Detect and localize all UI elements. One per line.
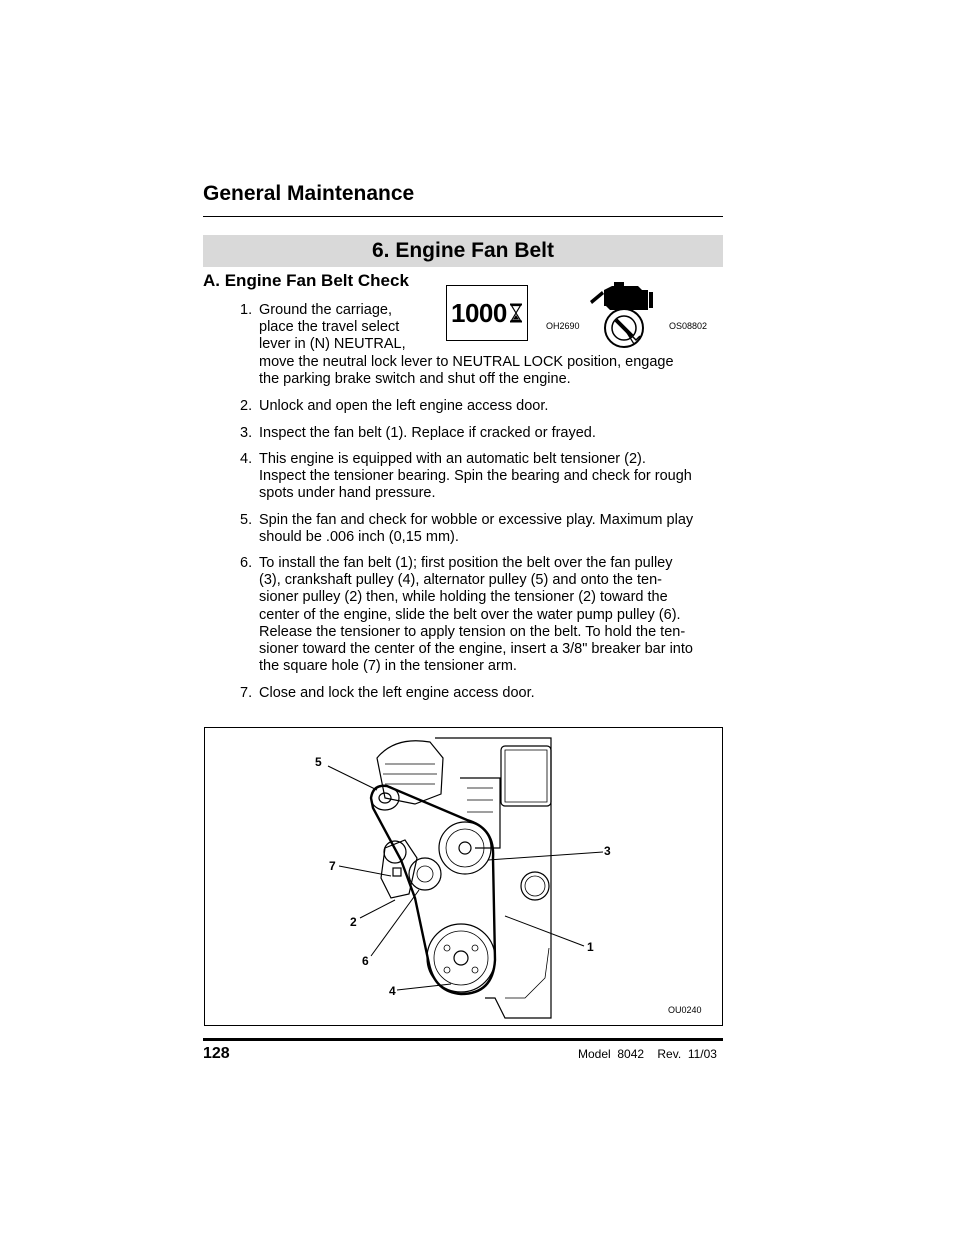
callout-fan-belt: 1 bbox=[587, 940, 594, 954]
step-number: 6. bbox=[240, 555, 253, 571]
callout-alternator-pulley: 5 bbox=[315, 755, 322, 769]
step-number: 4. bbox=[240, 451, 253, 467]
hourglass-icon bbox=[509, 303, 523, 323]
step-line: the parking brake switch and shut off the engine. bbox=[259, 371, 571, 388]
step-line: Inspect the fan belt (1). Replace if cracked or frayed. bbox=[259, 425, 596, 441]
step-number: 5. bbox=[240, 512, 253, 528]
chapter-rule bbox=[203, 216, 723, 217]
engine-key-code: OS08802 bbox=[669, 321, 708, 331]
step-line: center of the engine, slide the belt over the water pump pulley (6). bbox=[259, 606, 681, 623]
step-number: 1. bbox=[240, 302, 253, 318]
step-number: 3. bbox=[240, 425, 253, 441]
hourmeter-value: 1000 bbox=[451, 297, 507, 328]
engine-icon bbox=[590, 282, 653, 310]
step-line: move the neutral lock lever to NEUTRAL LOCK position, engage bbox=[259, 354, 674, 370]
callout-square-hole: 7 bbox=[329, 859, 336, 873]
step-line: spots under hand pressure. bbox=[259, 485, 436, 502]
page-number: 128 bbox=[203, 1045, 230, 1062]
chapter-title: General Maintenance bbox=[203, 182, 415, 205]
engine-belt-figure bbox=[204, 727, 723, 1026]
step-line: (3), crankshaft pulley (4), alternator pulley (5) and onto the ten- bbox=[259, 572, 662, 589]
section-title: 6. Engine Fan Belt bbox=[371, 239, 555, 262]
step-line: To install the fan belt (1); first position the belt over the fan pulley bbox=[259, 555, 673, 571]
footer-rule bbox=[203, 1038, 723, 1041]
step-line: sioner toward the center of the engine, insert a 3/8" breaker bar into bbox=[259, 641, 693, 658]
step-line: Ground the carriage, bbox=[259, 302, 392, 318]
callout-crankshaft-pulley: 4 bbox=[389, 984, 396, 998]
step-line: lever in (N) NEUTRAL, bbox=[259, 336, 406, 353]
callout-fan-pulley: 3 bbox=[604, 844, 611, 858]
ignition-key-icon bbox=[605, 309, 643, 347]
step-line: the square hole (7) in the tensioner arm. bbox=[259, 658, 517, 675]
subsection-title: A. Engine Fan Belt Check bbox=[203, 271, 409, 290]
callout-water-pump-pulley: 6 bbox=[362, 954, 369, 968]
callout-tensioner: 2 bbox=[350, 915, 357, 929]
step-line: Spin the fan and check for wobble or excessive play. Maximum play bbox=[259, 512, 694, 528]
hourmeter-code: OH2690 bbox=[546, 321, 580, 331]
step-line: Release the tensioner to apply tension on the belt. To hold the ten- bbox=[259, 623, 686, 640]
engine-belt-illustration bbox=[205, 728, 722, 1025]
step-number: 2. bbox=[240, 398, 253, 414]
step-line: Close and lock the left engine access door. bbox=[259, 685, 535, 701]
step-line: sioner pulley (2) then, while holding the tensioner (2) toward the bbox=[259, 589, 668, 606]
footer-model-revision: Model 8042 Rev. 11/03 bbox=[578, 1047, 717, 1061]
step-line: Unlock and open the left engine access door. bbox=[259, 398, 549, 414]
step-line: This engine is equipped with an automatic belt tensioner (2). bbox=[259, 451, 646, 467]
step-line: Inspect the tensioner bearing. Spin the bearing and check for rough bbox=[259, 468, 692, 485]
hourmeter-symbol bbox=[446, 285, 528, 341]
step-number: 7. bbox=[240, 685, 253, 701]
section-title-bar bbox=[203, 235, 723, 267]
engine-shutoff-symbol bbox=[588, 276, 664, 350]
step-line: should be .006 inch (0,15 mm). bbox=[259, 529, 459, 546]
step-line: place the travel select bbox=[259, 319, 400, 336]
figure-code: OU0240 bbox=[668, 1005, 702, 1015]
